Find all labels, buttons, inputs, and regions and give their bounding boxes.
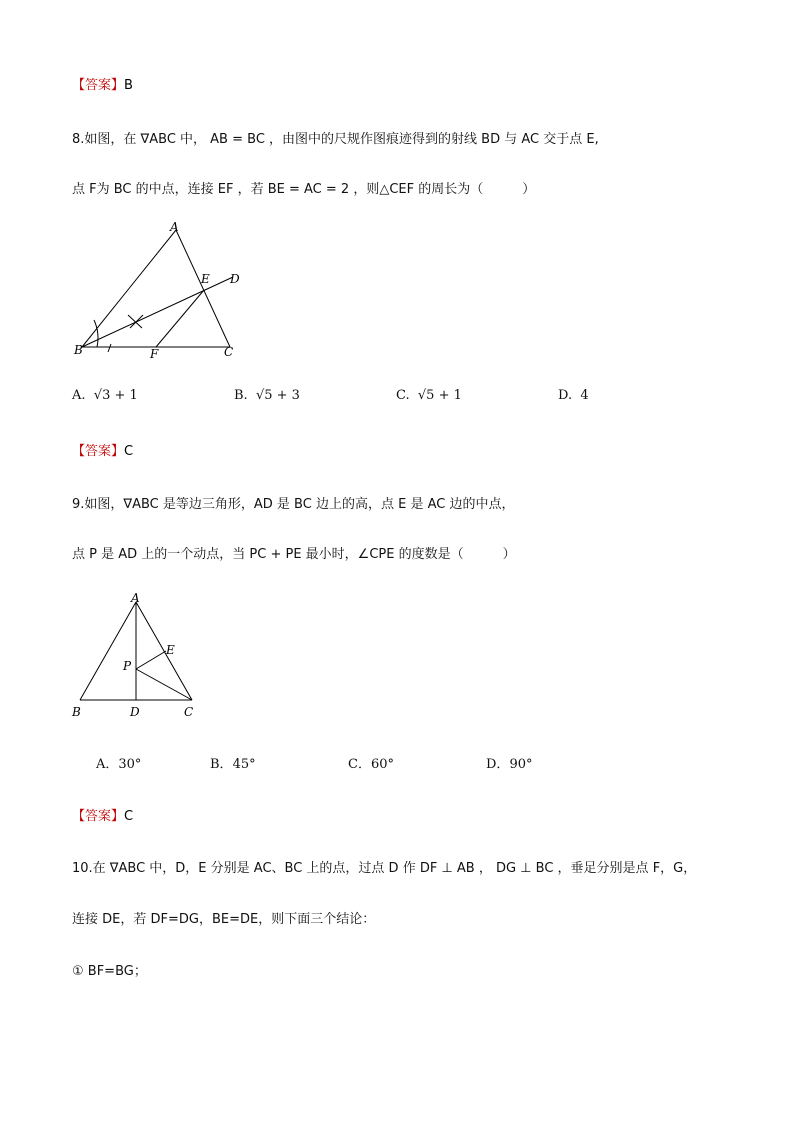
answer-label: 答案 [85,78,112,93]
q8-line2: 点 F为 BC 的中点，连接 EF ，若 BE = AC = 2 ，则△CEF 的周长为（ ） [72,182,536,197]
answer-line: 【答案】C [72,444,134,459]
q8-option-d[interactable]: D. 4 [558,388,589,403]
q9-option-d[interactable]: D．90° [486,757,533,772]
q8-line1: 8.如图，在 ∇ABC 中， AB = BC ，由图中的尺规作图痕迹得到的射线 BD 与 AC 交于点 E, [72,132,599,147]
q10-line2: 连接 DE，若 DF=DG，BE=DE，则下面三个结论： [72,912,376,927]
answer-line: 【答案】C [72,809,134,824]
answer-value: C [124,809,134,824]
q9-option-a[interactable]: A．30° [96,757,142,772]
q9-figure [70,588,205,723]
answer-line: 【答案】B [72,78,133,93]
label-D: D [230,272,240,286]
q10-line3: ① BF=BG； [72,964,147,979]
label-A: A [170,220,179,234]
q9-option-b[interactable]: B．45° [210,757,256,772]
label-B: B [74,343,83,357]
q8-option-b[interactable]: B. √5 + 3 [234,388,300,403]
q8-option-c[interactable]: C. √5 + 1 [396,388,462,403]
label-F: F [150,347,159,361]
label-C: C [224,345,234,359]
q8-option-a[interactable]: A. √3 + 1 [72,388,138,403]
answer-value: C [124,444,134,459]
label-A: A [131,591,140,605]
q8-figure [70,220,260,365]
answer-label: 答案 [85,444,112,459]
q10-line1: 10.在 ∇ABC 中，D，E 分别是 AC、BC 上的点，过点 D 作 DF ⊥ AB ， DG ⊥ BC ，垂足分别是点 F，G， [72,861,697,876]
q9-line2: 点 P 是 AD 上的一个动点，当 PC + PE 最小时，∠CPE 的度数是（ ） [72,547,516,562]
label-E: E [201,272,210,286]
label-C: C [184,705,194,719]
label-P: P [123,659,132,673]
label-E: E [166,643,175,657]
label-D: D [130,705,140,719]
q9-line1: 9.如图，∇ABC 是等边三角形，AD 是 BC 边上的高，点 E 是 AC 边的中点， [72,497,515,512]
answer-value: B [124,78,133,93]
answer-label: 答案 [85,809,112,824]
q9-option-c[interactable]: C．60° [348,757,394,772]
label-B: B [72,705,81,719]
